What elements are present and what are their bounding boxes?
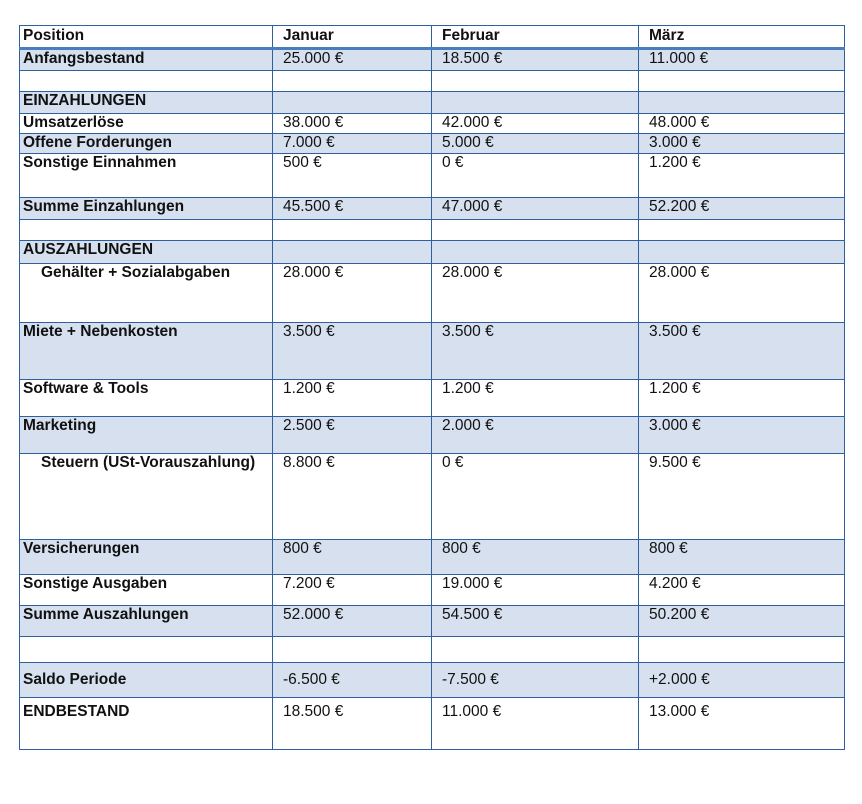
cell-value: -6.500 €	[273, 663, 432, 698]
cell-value: 1.200 €	[639, 380, 845, 417]
cell-value	[432, 71, 639, 92]
cell-value: 54.500 €	[432, 606, 639, 637]
row-label: Gehälter + Sozialabgaben	[20, 264, 273, 323]
table-row	[20, 454, 845, 540]
cell-value: 47.000 €	[432, 198, 639, 220]
cell-value: 13.000 €	[639, 698, 845, 750]
table-row	[20, 417, 845, 454]
header-februar: Februar	[432, 26, 639, 49]
table-row	[20, 49, 845, 71]
cell-value: 3.000 €	[639, 134, 845, 154]
cell-value: 800 €	[273, 540, 432, 575]
table-row-total	[20, 698, 845, 750]
liquidity-plan-table	[19, 25, 845, 750]
table-row-spacer	[20, 220, 845, 241]
header-position: Position	[20, 26, 273, 49]
cell-value: 9.500 €	[639, 454, 845, 540]
cell-value	[432, 241, 639, 264]
cell-value	[432, 220, 639, 241]
row-label: Marketing	[20, 417, 273, 454]
cell-value	[432, 92, 639, 114]
table-row-section	[20, 241, 845, 264]
cell-value: 28.000 €	[639, 264, 845, 323]
cell-value: 19.000 €	[432, 575, 639, 606]
cell-value: 2.500 €	[273, 417, 432, 454]
cell-value: 5.000 €	[432, 134, 639, 154]
cell-value: 18.500 €	[432, 49, 639, 71]
row-label: Versicherungen	[20, 540, 273, 575]
table-row	[20, 114, 845, 134]
table-row-total	[20, 606, 845, 637]
cell-value: 11.000 €	[639, 49, 845, 71]
cell-value: 38.000 €	[273, 114, 432, 134]
section-heading: AUSZAHLUNGEN	[20, 241, 273, 264]
row-label: Summe Einzahlungen	[20, 198, 273, 220]
section-heading: EINZAHLUNGEN	[20, 92, 273, 114]
row-label: Steuern (USt-Vorauszahlung)	[20, 454, 273, 540]
row-label: Software & Tools	[20, 380, 273, 417]
cell-value	[273, 220, 432, 241]
row-label: Anfangsbestand	[20, 49, 273, 71]
cell-value: 11.000 €	[432, 698, 639, 750]
row-label: Offene Forderungen	[20, 134, 273, 154]
cell-value: 50.200 €	[639, 606, 845, 637]
cell-value: 1.200 €	[273, 380, 432, 417]
cell-value: 1.200 €	[432, 380, 639, 417]
cell-value	[639, 92, 845, 114]
cell-value: 52.200 €	[639, 198, 845, 220]
row-label	[20, 637, 273, 663]
table-header-row	[20, 26, 845, 49]
cell-value: 28.000 €	[273, 264, 432, 323]
row-label: ENDBESTAND	[20, 698, 273, 750]
table-row	[20, 575, 845, 606]
table-row	[20, 540, 845, 575]
cell-value	[273, 241, 432, 264]
table-row-total	[20, 663, 845, 698]
cell-value	[639, 637, 845, 663]
table-row	[20, 134, 845, 154]
cell-value: 7.200 €	[273, 575, 432, 606]
row-label: Summe Auszahlungen	[20, 606, 273, 637]
table-row-section	[20, 92, 845, 114]
cell-value	[273, 71, 432, 92]
table-row-spacer	[20, 637, 845, 663]
table-row	[20, 154, 845, 198]
row-label: Umsatzerlöse	[20, 114, 273, 134]
row-label: Saldo Periode	[20, 663, 273, 698]
cell-value: 800 €	[639, 540, 845, 575]
cell-value: 42.000 €	[432, 114, 639, 134]
cell-value	[273, 92, 432, 114]
cell-value: 52.000 €	[273, 606, 432, 637]
cell-value: -7.500 €	[432, 663, 639, 698]
table-row-spacer	[20, 71, 845, 92]
cell-value: 3.500 €	[432, 323, 639, 380]
cell-value	[432, 637, 639, 663]
cell-value: 25.000 €	[273, 49, 432, 71]
row-label	[20, 220, 273, 241]
cell-value: 48.000 €	[639, 114, 845, 134]
cell-value	[639, 220, 845, 241]
cell-value: 3.500 €	[639, 323, 845, 380]
cell-value: 28.000 €	[432, 264, 639, 323]
table-row	[20, 380, 845, 417]
table-row-total	[20, 198, 845, 220]
table-row	[20, 323, 845, 380]
cell-value	[639, 241, 845, 264]
row-label: Sonstige Ausgaben	[20, 575, 273, 606]
cell-value: 7.000 €	[273, 134, 432, 154]
header-januar: Januar	[273, 26, 432, 49]
header-maerz: März	[639, 26, 845, 49]
cell-value	[639, 71, 845, 92]
cell-value: 4.200 €	[639, 575, 845, 606]
cell-value: 0 €	[432, 154, 639, 198]
cell-value	[273, 637, 432, 663]
row-label: Sonstige Einnahmen	[20, 154, 273, 198]
cell-value: 1.200 €	[639, 154, 845, 198]
cell-value: 800 €	[432, 540, 639, 575]
cell-value: 8.800 €	[273, 454, 432, 540]
table-row	[20, 264, 845, 323]
cell-value: 3.500 €	[273, 323, 432, 380]
row-label: Miete + Nebenkosten	[20, 323, 273, 380]
cell-value: 500 €	[273, 154, 432, 198]
cell-value: 3.000 €	[639, 417, 845, 454]
cell-value: +2.000 €	[639, 663, 845, 698]
cell-value: 0 €	[432, 454, 639, 540]
cell-value: 45.500 €	[273, 198, 432, 220]
cell-value: 18.500 €	[273, 698, 432, 750]
row-label	[20, 71, 273, 92]
cell-value: 2.000 €	[432, 417, 639, 454]
